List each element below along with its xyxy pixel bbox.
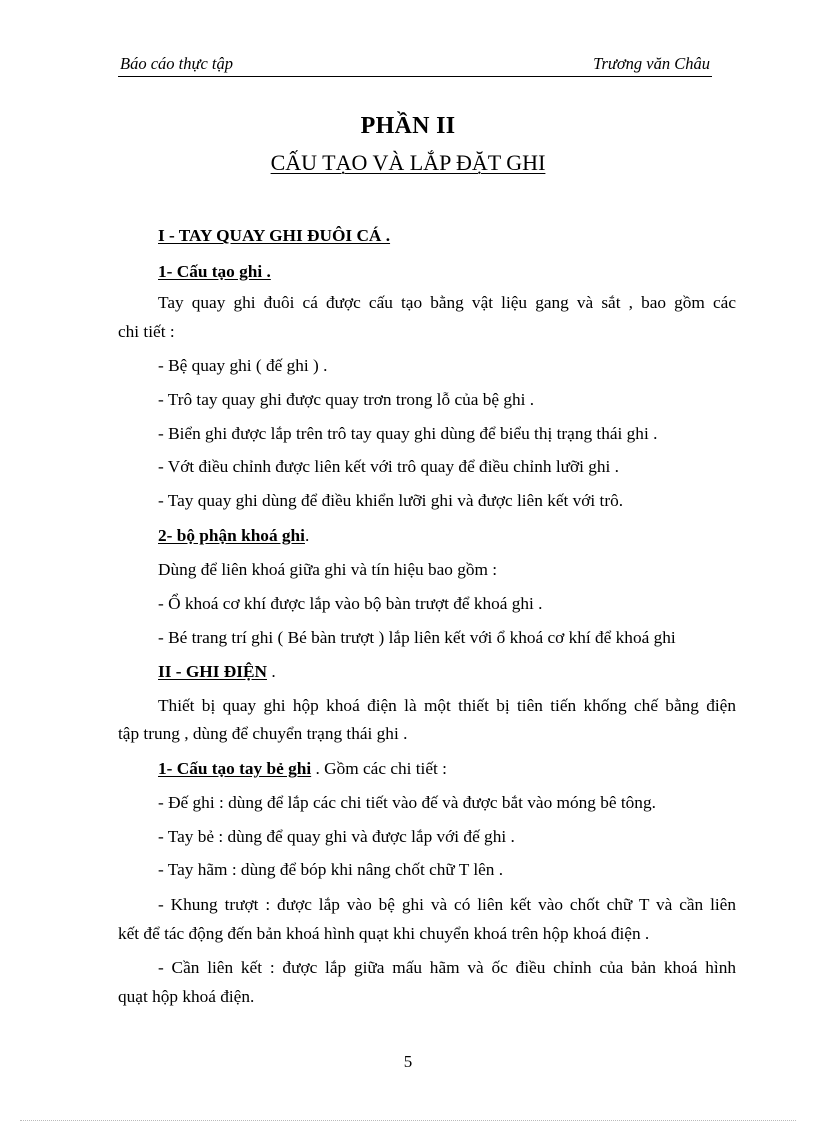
page-number: 5 xyxy=(403,1052,413,1071)
section2-sub1-heading xyxy=(158,759,447,779)
part-title: PHẦN II xyxy=(360,113,456,139)
list-item: - Ổ khoá cơ khí được lắp vào bộ bàn trượt để khoá ghi . xyxy=(158,594,543,613)
header-report-title: Báo cáo thực tập xyxy=(120,54,234,73)
section1-sub2-intro: Dùng để liên khoá giữa ghi và tín hiệu bao gồm : xyxy=(158,560,498,579)
section2-heading-tail: . xyxy=(267,662,276,681)
section1-sub2-heading xyxy=(158,526,309,546)
section1-sub2-heading-tail: . xyxy=(304,526,310,545)
part-subtitle-text: CẤU TẠO VÀ LẮP ĐẶT GHI xyxy=(270,150,546,175)
list-item: - Bé trang trí ghi ( Bé bàn trượt ) lắp liên kết với ổ khoá cơ khí để khoá ghi xyxy=(158,628,676,647)
list-item: - Vớt điều chỉnh được liên kết với trô quay để điều chỉnh lưỡi ghi . xyxy=(158,457,619,476)
list-item: - Biển ghi được lắp trên trô tay quay ghi dùng để biểu thị trạng thái ghi . xyxy=(158,424,658,443)
list-item-continuation: quạt hộp khoá điện. xyxy=(118,987,255,1006)
section2-intro-line1: Thiết bị quay ghi hộp khoá điện là một thiết bị tiên tiến khống chế bằng điện xyxy=(158,696,736,715)
section2-heading xyxy=(158,662,276,682)
page-bottom-divider xyxy=(20,1120,796,1121)
page-header xyxy=(118,54,712,77)
list-item: - Đế ghi : dùng để lắp các chi tiết vào đế và được bắt vào móng bê tông. xyxy=(158,793,656,812)
list-item: - Tay bẻ : dùng để quay ghi và được lắp với đế ghi . xyxy=(158,827,515,846)
section2-heading-text: II - GHI ĐIỆN xyxy=(158,662,267,681)
section2-intro-line2: tập trung , dùng để chuyển trạng thái ghi . xyxy=(118,724,408,743)
section1-intro-line2: chi tiết : xyxy=(118,322,175,341)
section2-sub1-heading-text: 1- Cấu tạo tay bẻ ghi xyxy=(158,759,312,778)
section1-sub2-heading-text: 2- bộ phận khoá ghi xyxy=(158,526,305,545)
list-item: - Bệ quay ghi ( đế ghi ) . xyxy=(158,356,328,375)
list-item: - Cần liên kết : được lắp giữa mấu hãm và ốc điều chỉnh của bản khoá hình xyxy=(158,958,736,977)
list-item: - Trô tay quay ghi được quay trơn trong lỗ của bệ ghi . xyxy=(158,390,535,409)
section1-intro-line1: Tay quay ghi đuôi cá được cấu tạo bằng vật liệu gang và sắt , bao gồm các xyxy=(158,293,736,312)
section2-sub1-heading-tail: . Gồm các chi tiết : xyxy=(311,759,447,778)
section1-sub1-heading: 1- Cấu tạo ghi . xyxy=(158,262,271,281)
header-author: Trương văn Châu xyxy=(593,54,710,73)
part-subtitle xyxy=(0,150,816,176)
list-item: - Tay hãm : dùng để bóp khi nâng chốt chữ T lên . xyxy=(158,860,504,879)
list-item-continuation: kết để tác động đến bản khoá hình quạt khi chuyển khoá trên hộp khoá điện . xyxy=(118,924,650,943)
list-item: - Tay quay ghi dùng để điều khiển lưỡi ghi và được liên kết với trô. xyxy=(158,491,624,510)
section1-heading: I - TAY QUAY GHI ĐUÔI CÁ . xyxy=(158,226,391,245)
list-item: - Khung trượt : được lắp vào bệ ghi và có liên kết vào chốt chữ T và cần liên xyxy=(158,895,736,914)
